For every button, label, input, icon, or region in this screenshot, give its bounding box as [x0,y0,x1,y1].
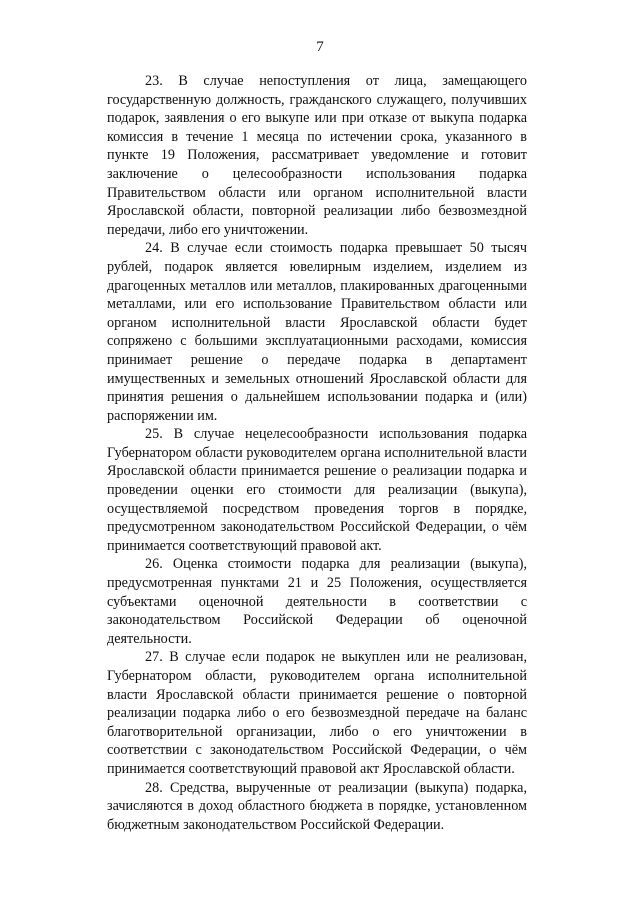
paragraph-23: 23. В случае непоступления от лица, замещающего государственную должность, гражданского служащего, получивших подарок, заявления о его выкупе или при отказе от выкупа подарка комиссия в течение 1 месяца по истечении срока, указанного в пункте 19 Положения, рассматривает уведомление и готовит заключение о целесообразности использования подарка Правительством области или органом исполнительной власти Ярославской области, повторной реализации либо безвозмездной передачи, либо его уничтожении. [107,73,527,238]
paragraph-26: 26. Оценка стоимости подарка для реализации (выкупа), предусмотренная пунктами 21 и 25 Положения, осуществляется субъектами оценочной деятельности в соответствии с законодательством Российской Федерации об оценочной деятельности. [107,556,527,647]
document-body [107,72,527,834]
page-number: 7 [316,39,324,55]
paragraph-27: 27. В случае если подарок не выкуплен или не реализован, Губернатором области, руководителем органа исполнительной власти Ярославской области принимается решение о повторной реализации подарка либо о его безвозмездной передаче на баланс благотворительной организации, либо о его уничтожении в соответствии с законодательством Российской Федерации, о чём принимается соответствующий правовой акт Ярославской области. [107,649,527,777]
paragraph-25: 25. В случае нецелесообразности использования подарка Губернатором области руководителем органа исполнительной власти Ярославской области принимается решение о реализации подарка и проведении оценки его стоимости для реализации (выкупа), осуществляемой посредством проведения торгов в порядке, предусмотренном законодательством Российской Федерации, о чём принимается соответствующий правовой акт. [107,426,527,554]
paragraph-28: 28. Средства, вырученные от реализации (выкупа) подарка, зачисляются в доход областного бюджета в порядке, установленном бюджетным законодательством Российской Федерации. [107,779,527,833]
paragraph-24: 24. В случае если стоимость подарка превышает 50 тысяч рублей, подарок является ювелирным изделием, изделием из драгоценных металлов или металлов, плакированных драгоценными металлами, или его использование Правительством области или органом исполнительной власти Ярославской области будет сопряжено с большими эксплуатационными расходами, комиссия принимает решение о передаче подарка в департамент имущественных и земельных отношений Ярославской области для принятия решения о дальнейшем использовании подарка и (или) распоряжении им. [107,240,527,424]
